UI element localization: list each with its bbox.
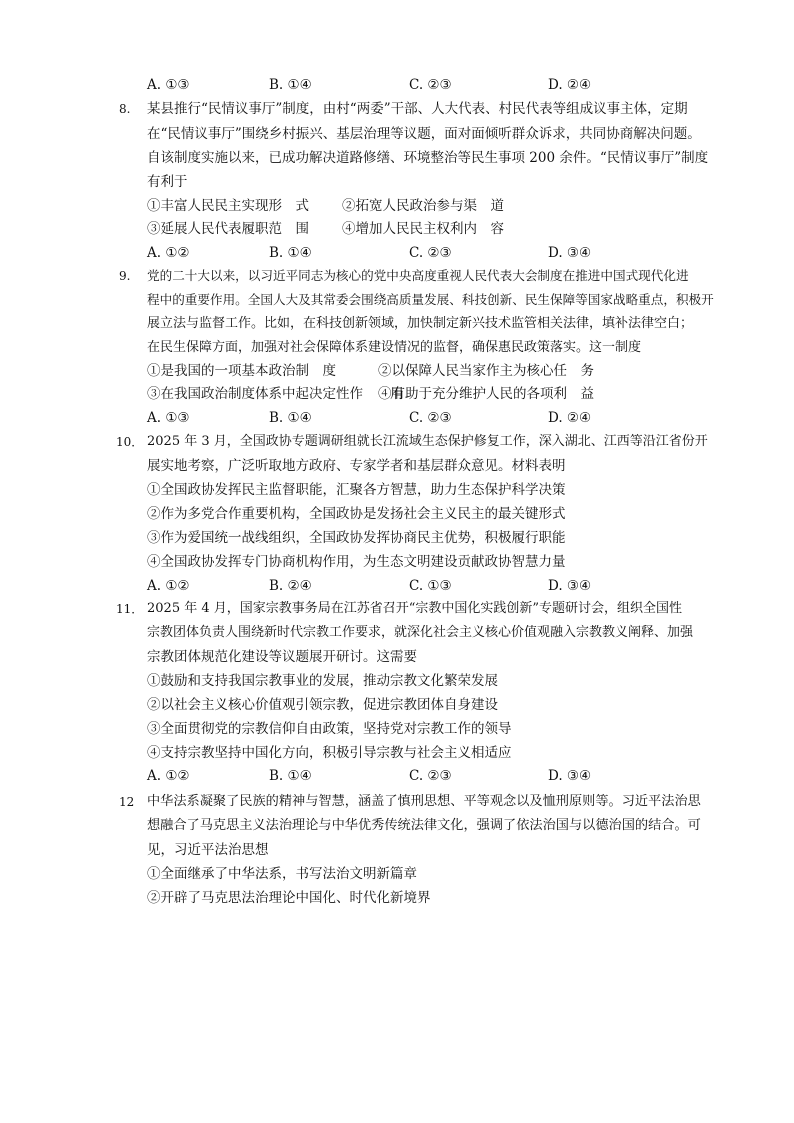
q7-options [147, 75, 707, 95]
q11-number: 11． [116, 602, 144, 616]
q9-choice-3: ③在我国政治制度体系中起决定性作 用 [147, 386, 404, 402]
q7-option-d[interactable]: D. ②④ [548, 77, 592, 93]
q11-stem-line-3: 宗教团体规范化建设等议题展开研讨。这需要 [147, 649, 417, 665]
q12-stem-line-2: 想融合了马克思主义法治理论与中华优秀传统法律文化，强调了依法治国与以德治国的结合。可 [147, 818, 701, 833]
q12-choice-1: ①全面继承了中华法系，书写法治文明新篇章 [147, 866, 417, 882]
q9-choice-4: ④有助于充分维护人民的各项利 益 [378, 386, 594, 402]
q9-number: 9. [119, 269, 131, 283]
q11-option-a[interactable]: A. ①② [147, 768, 190, 784]
q9-options [147, 408, 707, 428]
q9-stem-line-1: 党的二十大以来，以习近平同志为核心的党中央高度重视人民代表大会制度在推进中国式现代化进 [147, 268, 689, 283]
q9-stem-line-4: 在民生保障方面，加强对社会保障体系建设情况的监督，确保惠民政策落实。这一制度 [147, 340, 642, 355]
q10-option-c[interactable]: C. ①③ [409, 578, 452, 594]
q10-option-a[interactable]: A. ①② [147, 578, 190, 594]
q8-choice-2: ②拓宽人民政治参与渠 道 [342, 198, 504, 214]
q9-option-b[interactable]: B. ①④ [269, 410, 312, 426]
q10-option-d[interactable]: D. ③④ [548, 578, 592, 594]
q9-option-a[interactable]: A. ①③ [147, 410, 190, 426]
q8-stem-line-4: 有利于 [147, 174, 188, 190]
q8-option-a[interactable]: A. ①② [147, 245, 190, 261]
q11-options [147, 766, 707, 786]
q8-number: 8. [119, 102, 131, 116]
q11-stem-line-2: 宗教团体负责人围绕新时代宗教工作要求，就深化社会主义核心价值观融入宗教教义阐释、加强 [147, 625, 694, 640]
q12-stem-line-1: 中华法系凝聚了民族的精神与智慧，涵盖了慎刑思想、平等观念以及恤刑原则等。习近平法治思 [147, 794, 701, 809]
q10-choice-4: ④全国政协发挥专门协商机构作用，为生态文明建设贡献政协智慧力量 [147, 554, 566, 570]
q9-choice-1: ①是我国的一项基本政治制 度 [147, 363, 336, 379]
q12-choice-2: ②开辟了马克思法治理论中国化、时代化新境界 [147, 890, 431, 906]
q9-stem-line-2: 程中的重要作用。全国人大及其常委会围绕高质量发展、科技创新、民生保障等国家战略重点，积极开 [147, 292, 714, 307]
q8-option-b[interactable]: B. ①④ [269, 245, 312, 261]
q8-stem-line-2: 在“民情议事厅”围绕乡村振兴、基层治理等议题，面对面倾听群众诉求，共同协商解决问题。 [147, 126, 701, 142]
q10-choice-2: ②作为多党合作重要机构，全国政协是发扬社会主义民主的最关键形式 [147, 506, 566, 522]
q11-option-c[interactable]: C. ②③ [409, 768, 452, 784]
q10-choice-1: ①全国政协发挥民主监督职能，汇聚各方智慧，助力生态保护科学决策 [147, 482, 566, 498]
q8-option-d[interactable]: D. ③④ [548, 245, 592, 261]
q11-option-b[interactable]: B. ①④ [269, 768, 312, 784]
q9-stem-line-3: 展立法与监督工作。比如，在科技创新领域，加快制定新兴技术监管相关法律，填补法律空白； [147, 316, 694, 331]
q8-options [147, 243, 707, 263]
q7-option-c[interactable]: C. ②③ [409, 77, 452, 93]
q11-choice-4: ④支持宗教坚持中国化方向，积极引导宗教与社会主义相适应 [147, 745, 512, 761]
q10-options [147, 576, 707, 596]
q8-choice-4: ④增加人民民主权利内 容 [342, 221, 504, 237]
q10-stem-line-1: 2025 年 3 月，全国政协专题调研组就长江流域生态保护修复工作，深入湖北、江西等沿江省份开 [147, 434, 708, 449]
q11-choice-1: ①鼓励和支持我国宗教事业的发展，推动宗教文化繁荣发展 [147, 673, 498, 689]
q7-option-b[interactable]: B. ①④ [269, 77, 312, 93]
q10-stem-line-2: 展实地考察，广泛听取地方政府、专家学者和基层群众意见。材料表明 [147, 458, 566, 474]
q8-stem-line-3: 自该制度实施以来，已成功解决道路修缮、环境整治等民生事项 200 余件。“民情议事厅”制度 [147, 150, 709, 166]
q10-number: 10． [116, 435, 144, 449]
q11-choice-2: ②以社会主义核心价值观引领宗教，促进宗教团体自身建设 [147, 697, 498, 713]
q10-option-b[interactable]: B. ②④ [269, 578, 312, 594]
q11-stem-line-1: 2025 年 4 月，国家宗教事务局在江苏省召开“宗教中国化实践创新”专题研讨会，组织全国性 [147, 601, 683, 616]
q8-option-c[interactable]: C. ②③ [409, 245, 452, 261]
q8-choice-3: ③延展人民代表履职范 围 [147, 221, 309, 237]
q10-choice-3: ③作为爱国统一战线组织，全国政协发挥协商民主优势，积极履行职能 [147, 530, 566, 546]
q9-choice-2: ②以保障人民当家作主为核心任 务 [378, 363, 594, 379]
q8-stem-line-1: 某县推行“民情议事厅”制度，由村“两委”干部、人大代表、村民代表等组成议事主体，定期 [147, 101, 688, 117]
q11-choice-3: ③全面贯彻党的宗教信仰自由政策，坚持党对宗教工作的领导 [147, 721, 512, 737]
q7-option-a[interactable]: A. ①③ [147, 77, 190, 93]
q12-number: 12 [119, 795, 135, 809]
q9-option-d[interactable]: D. ②④ [548, 410, 592, 426]
q9-option-c[interactable]: C. ②③ [409, 410, 452, 426]
q11-option-d[interactable]: D. ③④ [548, 768, 592, 784]
q8-choice-1: ①丰富人民民主实现形 式 [147, 198, 309, 214]
q12-stem-line-3: 见，习近平法治思想 [147, 842, 269, 858]
